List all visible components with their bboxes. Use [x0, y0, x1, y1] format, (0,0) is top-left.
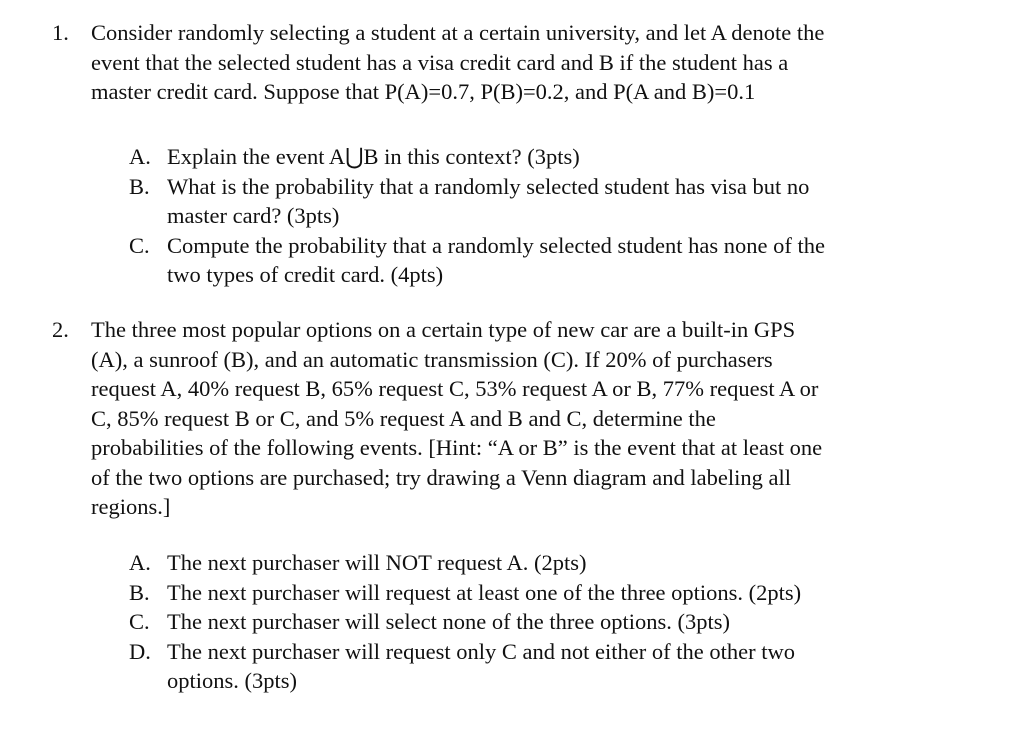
subquestion-text: The next purchaser will request only C and not either of the other two: [167, 638, 795, 664]
subquestion-d: [129, 637, 989, 696]
subquestion-text: Compute the probability that a randomly selected student has none of the: [167, 232, 825, 258]
statement-line: regions.]: [91, 494, 171, 519]
problem-statement: [91, 315, 951, 522]
subquestion-a: [129, 142, 989, 172]
statement-line: (A), a sunroof (B), and an automatic transmission (C). If 20% of purchasers: [91, 346, 773, 372]
subquestion-label: D.: [129, 638, 151, 664]
subquestion-label: C.: [129, 232, 150, 258]
subquestion-list: [129, 142, 989, 290]
statement-line: probabilities of the following events. [Hint: “A or B” is the event that at least one: [91, 435, 823, 460]
subquestion-b: [129, 172, 989, 231]
subquestion-label: B.: [129, 579, 150, 605]
subquestion-text: two types of credit card. (4pts): [167, 262, 444, 287]
subquestion-c: [129, 607, 989, 637]
subquestion-text: The next purchaser will NOT request A. (2pts): [167, 550, 587, 575]
subquestion-text: The next purchaser will select none of the three options. (3pts): [167, 609, 730, 634]
subquestion-label: C.: [129, 609, 150, 634]
subquestion-text: master card? (3pts): [167, 203, 340, 228]
subquestion-c: [129, 231, 989, 290]
subquestion-a: [129, 548, 989, 578]
problem-number: 1.: [52, 20, 69, 45]
subquestion-text: Explain the event A⋃B in this context? (3pts): [167, 144, 580, 169]
subquestion-label: B.: [129, 173, 150, 199]
statement-line: master credit card. Suppose that P(A)=0.7, P(B)=0.2, and P(A and B)=0.1: [91, 79, 756, 104]
statement-line: The three most popular options on a certain type of new car are a built-in GPS: [91, 317, 796, 342]
statement-line: request A, 40% request B, 65% request C, 53% request A or B, 77% request A or: [91, 376, 819, 401]
subquestion-text: What is the probability that a randomly selected student has visa but no: [167, 173, 810, 199]
problem-number: 2.: [52, 317, 69, 342]
subquestion-text: options. (3pts): [167, 668, 298, 693]
subquestion-b: [129, 578, 989, 608]
problem-statement: [91, 18, 951, 107]
subquestion-list: [129, 548, 989, 696]
statement-line: C, 85% request B or C, and 5% request A and B and C, determine the: [91, 405, 716, 431]
statement-line: Consider randomly selecting a student at a certain university, and let A denote the: [91, 20, 825, 45]
statement-line: of the two options are purchased; try drawing a Venn diagram and labeling all: [91, 464, 792, 490]
subquestion-text: The next purchaser will request at least one of the three options. (2pts): [167, 579, 802, 605]
subquestion-label: A.: [129, 144, 151, 169]
subquestion-label: A.: [129, 550, 151, 575]
statement-line: event that the selected student has a visa credit card and B if the student has a: [91, 49, 789, 75]
